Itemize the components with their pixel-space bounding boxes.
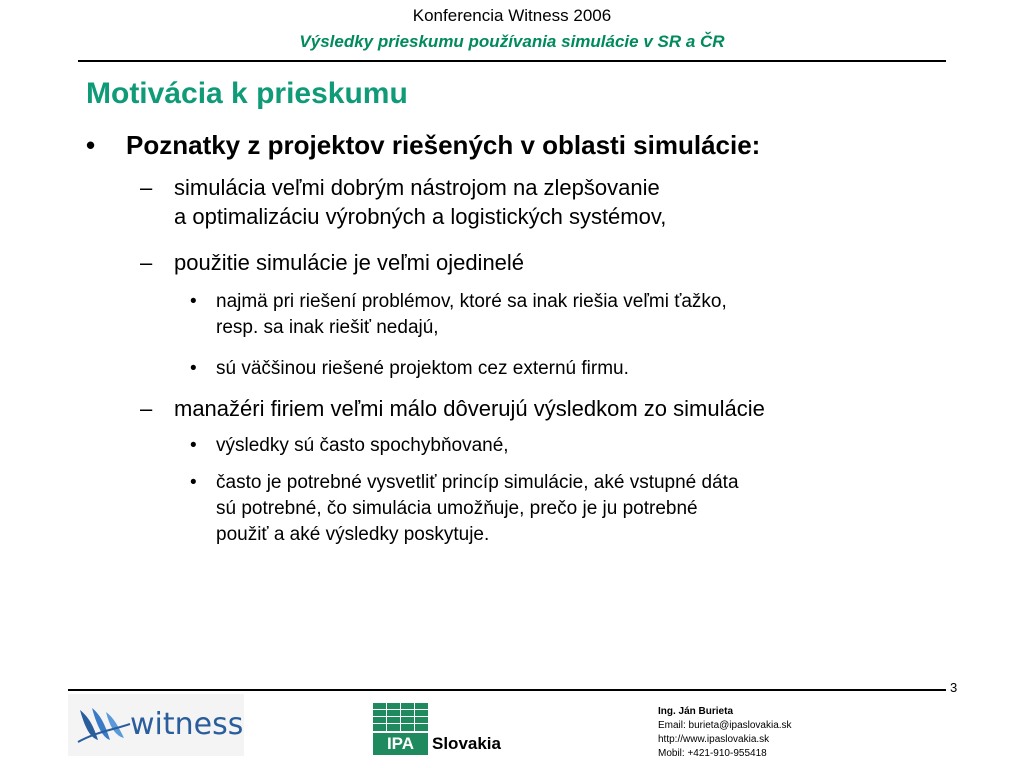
contact-name: Ing. Ján Burieta xyxy=(658,706,734,717)
dot-icon: • xyxy=(190,435,197,456)
witness-logo-text: witness xyxy=(130,707,244,742)
sub-point-1-line-1: simulácia veľmi dobrým nástrojom na zlepšovanie xyxy=(174,175,660,200)
dot-icon: • xyxy=(190,291,197,312)
sub-point-3-item-2-text xyxy=(216,470,739,548)
ipa-grid-icon xyxy=(373,703,429,733)
slide-title: Motivácia k prieskumu xyxy=(86,77,408,110)
sub-point-2-item-2-text: sú väčšinou riešené projektom cez externú firmu. xyxy=(216,358,629,379)
sub-point-2-item-1-line-2: resp. sa inak riešiť nedajú, xyxy=(216,317,439,338)
ipa-country-label: Slovakia xyxy=(432,734,501,753)
sub-point-3-text: manažéri firiem veľmi málo dôverujú výsledkom zo simulácie xyxy=(174,396,765,421)
sub-point-1-text xyxy=(174,173,666,231)
ipa-logo-box: IPA xyxy=(373,733,428,755)
dash-icon: – xyxy=(140,175,153,200)
bullet-icon: • xyxy=(86,130,96,160)
top-divider xyxy=(78,60,946,62)
conference-subtitle: Výsledky prieskumu používania simulácie v SR a ČR xyxy=(299,32,725,51)
contact-web: http://www.ipaslovakia.sk xyxy=(658,734,770,745)
witness-logo xyxy=(68,694,244,756)
sub-point-2-item-1-line-1: najmä pri riešení problémov, ktoré sa inak riešia veľmi ťažko, xyxy=(216,291,727,312)
sub-point-3-item-2-line-1: často je potrebné vysvetliť princíp simulácie, aké vstupné dáta xyxy=(216,472,739,493)
sub-point-2-text: použitie simulácie je veľmi ojedinelé xyxy=(174,250,525,275)
conference-title: Konferencia Witness 2006 xyxy=(412,6,612,25)
main-bullet-text: Poznatky z projektov riešených v oblasti simulácie: xyxy=(126,130,761,160)
bottom-divider xyxy=(68,689,946,691)
contact-block xyxy=(658,705,792,761)
sub-point-1-line-2: a optimalizáciu výrobných a logistických systémov, xyxy=(174,204,667,229)
page-number: 3 xyxy=(950,680,958,695)
sub-point-3-item-1-text: výsledky sú často spochybňované, xyxy=(216,435,509,456)
sub-point-3-item-2-line-2: sú potrebné, čo simulácia umožňuje, prečo je ju potrebné xyxy=(216,498,698,519)
contact-email: Email: burieta@ipaslovakia.sk xyxy=(658,720,792,731)
sub-point-3-item-2-line-3: použiť a aké výsledky poskytuje. xyxy=(216,524,490,545)
dot-icon: • xyxy=(190,358,197,379)
sub-point-2-item-1-text xyxy=(216,289,727,341)
dot-icon: • xyxy=(190,472,197,493)
contact-mobile: Mobil: +421-910-955418 xyxy=(658,748,767,759)
witness-swoosh-icon xyxy=(76,702,132,746)
dash-icon: – xyxy=(140,250,153,275)
dash-icon: – xyxy=(140,396,153,421)
